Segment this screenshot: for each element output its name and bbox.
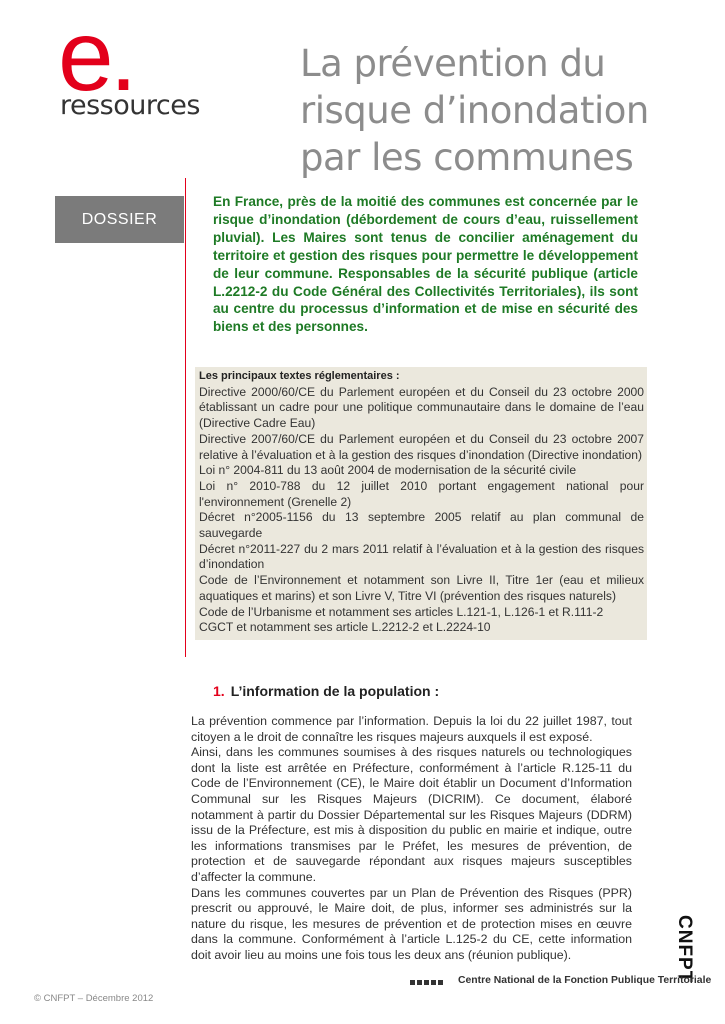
regulatory-text-item: Loi n° 2004-811 du 13 août 2004 de modernisation de la sécurité civile	[199, 463, 577, 478]
regulatory-text-item: Loi n° 2010-788 du 12 juillet 2010 portant engagement national pour l'environnement (Grenelle 2)	[199, 478, 644, 509]
intro-paragraph: En France, près de la moitié des communes est concernée par le risque d’inondation (débordement de cours d’eau, ruissellement pluvial). Les Maires sont tenus de concilier aménagement du territoire et gestion des risques pour permettre le développement de leur commune. Responsables de la sécurité publique (article L.2212-2 du Code Général des Collectivités Territoriales), ils sont au centre du processus d’information et de mise en sécurité des biens et des personnes.	[213, 194, 638, 335]
regulatory-texts-box	[195, 367, 647, 640]
body-paragraph: Dans les communes couvertes par un Plan de Prévention des Risques (PPR) prescrit ou approuvé, le Maire doit, de plus, informer ses administrés sur la nature du risque, les mesures de prévention et de protection mises en œuvre dans la commune. Conformément à l’article L.125-2 du CE, cette information doit avoir lieu au moins une fois tous les deux ans (réunion publique).	[191, 885, 632, 962]
section-heading	[213, 683, 439, 699]
regulatory-text-item: Code de l’Urbanisme et notamment ses articles L.121-1, L.126-1 et R.111-2	[199, 604, 604, 619]
section-number: 1.	[213, 683, 225, 699]
regulatory-texts-heading: Les principaux textes réglementaires :	[199, 370, 400, 382]
regulatory-text-item: Décret n°2005-1156 du 13 septembre 2005 relatif au plan communal de sauvegarde	[199, 510, 644, 541]
red-divider	[185, 178, 186, 657]
section-body	[191, 714, 632, 964]
cnfpt-side-logo: CNFPT	[674, 915, 695, 984]
regulatory-text-item: Directive 2000/60/CE du Parlement européen et du Conseil du 23 octobre 2000 établissant un cadre pour une politique communautaire dans le domaine de l’eau (Directive Cadre Eau)	[199, 384, 644, 431]
logo-letter: e	[58, 0, 110, 112]
body-paragraph: Ainsi, dans les communes soumises à des risques naturels ou technologiques dont la liste est arrêtée en Préfecture, conformément à l’article R.125-11 du Code de l’Environnement (CE), le Maire doit établir un Document d’Information Communal sur les Risques Majeurs (DICRIM). Ce document, élaboré notamment à partir du Dossier Départemental sur les Risques Majeurs (DDRM) issu de la Préfecture, est mis à disposition du public en mairie et indique, outre les informations transmises par le Préfet, les mesures de prévention, de protection et de sauvegarde répondant aux risques majeurs susceptibles d’affecter la commune.	[191, 745, 632, 884]
dossier-badge: DOSSIER	[55, 196, 184, 243]
section-title-text: L’information de la population :	[230, 683, 440, 699]
logo-dot: .	[109, 0, 134, 112]
regulatory-text-item: Décret n°2011-227 du 2 mars 2011 relatif à l’évaluation et à la gestion des risques d’inondation	[199, 541, 644, 572]
cnfpt-squares-icon	[410, 980, 443, 985]
body-paragraph: La prévention commence par l’information. Depuis la loi du 22 juillet 1987, tout citoyen a le droit de connaître les risques majeurs auxquels il est exposé.	[191, 714, 632, 744]
regulatory-text-item: Directive 2007/60/CE du Parlement européen et du Conseil du 23 octobre 2007 relative à l’évaluation et à la gestion des risques d’inondation (Directive inondation)	[199, 431, 644, 462]
regulatory-text-item: CGCT et notamment ses article L.2212-2 et L.2224-10	[199, 620, 491, 635]
logo-wordmark: ressources	[60, 90, 200, 121]
footer-copyright: © CNFPT – Décembre 2012	[34, 993, 154, 1004]
regulatory-text-item: Code de l’Environnement et notamment son Livre II, Titre 1er (eau et milieux aquatiques et marins) et son Livre V, Titre VI (prévention des risques naturels)	[199, 573, 644, 603]
page-title: La prévention du risque d’inondation par les communes	[300, 42, 649, 179]
footer-organization: Centre National de la Fonction Publique Territoriale	[458, 975, 712, 986]
